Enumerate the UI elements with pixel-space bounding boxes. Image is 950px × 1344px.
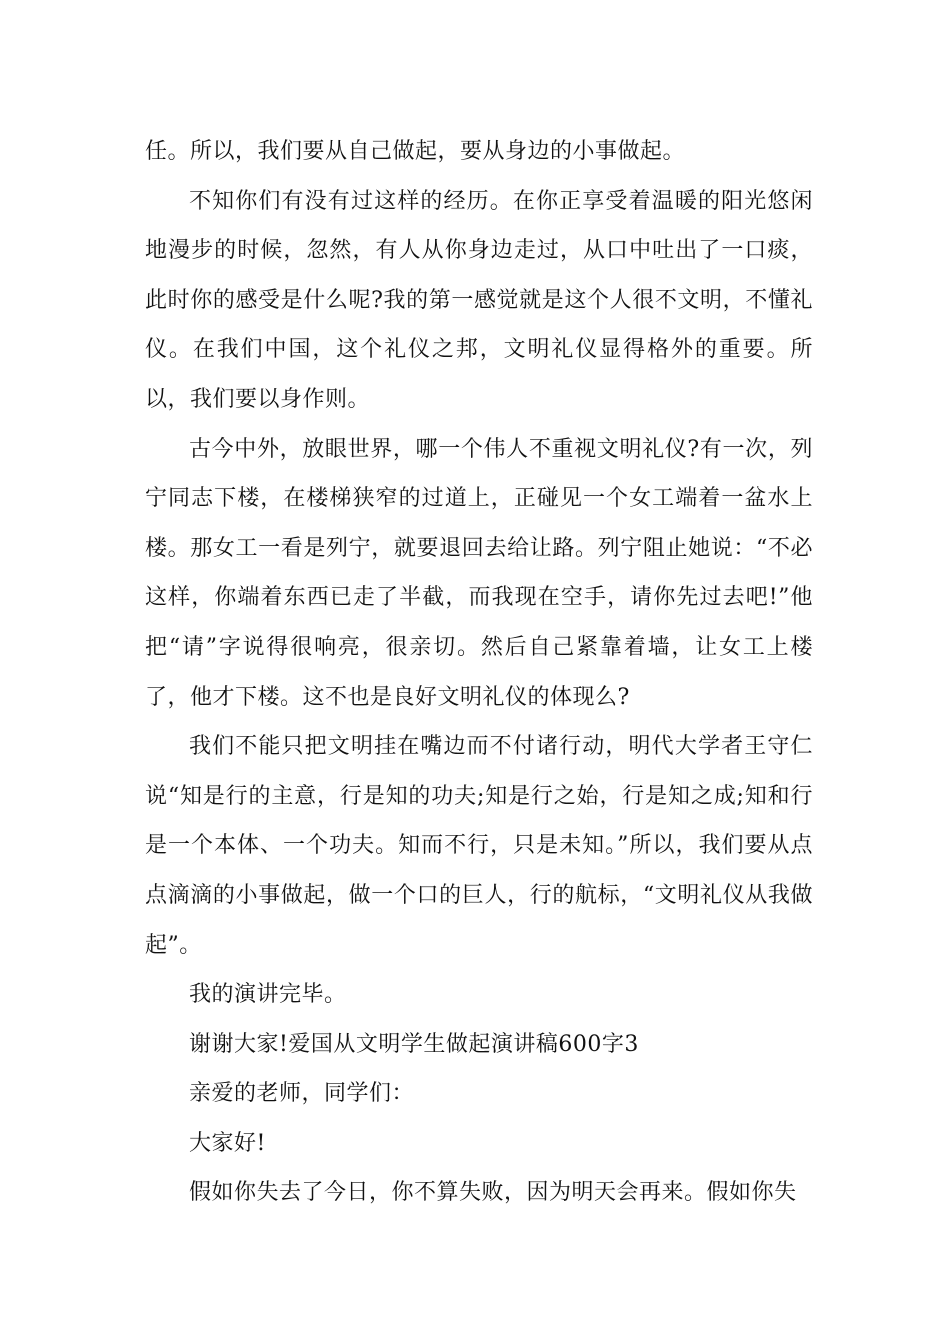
paragraph-lenin-story: 古今中外，放眼世界，哪一个伟人不重视文明礼仪?有一次，列宁同志下楼，在楼梯狭窄的过道上，正碰见一个女工端着一盆水上楼。那女工一看是列宁，就要退回去给让路。列宁阻止她说：“不必这样，你端着东西已走了半截，而我现在空手，请你先过去吧!”他把“请”字说得很响亮，很亲切。然后自己紧靠着墙，让女工上楼了，他才下楼。这不也是良好文明礼仪的体现么? [145, 436, 813, 710]
paragraph-speech-end: 我的演讲完毕。 [189, 982, 347, 1008]
paragraph-hello: 大家好! [189, 1130, 266, 1156]
paragraph-greeting: 亲爱的老师，同学们： [189, 1081, 415, 1107]
paragraph-experience: 不知你们有没有过这样的经历。在你正享受着温暖的阳光悠闲地漫步的时候，忽然，有人从你身边走过，从口中吐出了一口痰，此时你的感受是什么呢?我的第一感觉就是这个人很不文明，不懂礼仪。在我们中国，这个礼仪之邦，文明礼仪显得格外的重要。所以，我们要以身作则。 [145, 188, 813, 412]
paragraph-if-you-lose: 假如你失去了今日，你不算失败，因为明天会再来。假如你失 [189, 1180, 797, 1206]
paragraph-wang-shouren: 我们不能只把文明挂在嘴边而不付诸行动，明代大学者王守仁说“知是行的主意，行是知的功夫;知是行之始，行是知之成;知和行是一个本体、一个功夫。知而不行，只是未知。”所以，我们要从点点滴滴的小事做起，做一个口的巨人，行的航标，“文明礼仪从我做起”。 [145, 734, 813, 958]
paragraph-thanks-title: 谢谢大家!爱国从文明学生做起演讲稿600字3 [189, 1031, 639, 1057]
document-body [145, 127, 813, 1218]
paragraph-continuation: 任。所以，我们要从自己做起，要从身边的小事做起。 [145, 139, 686, 164]
